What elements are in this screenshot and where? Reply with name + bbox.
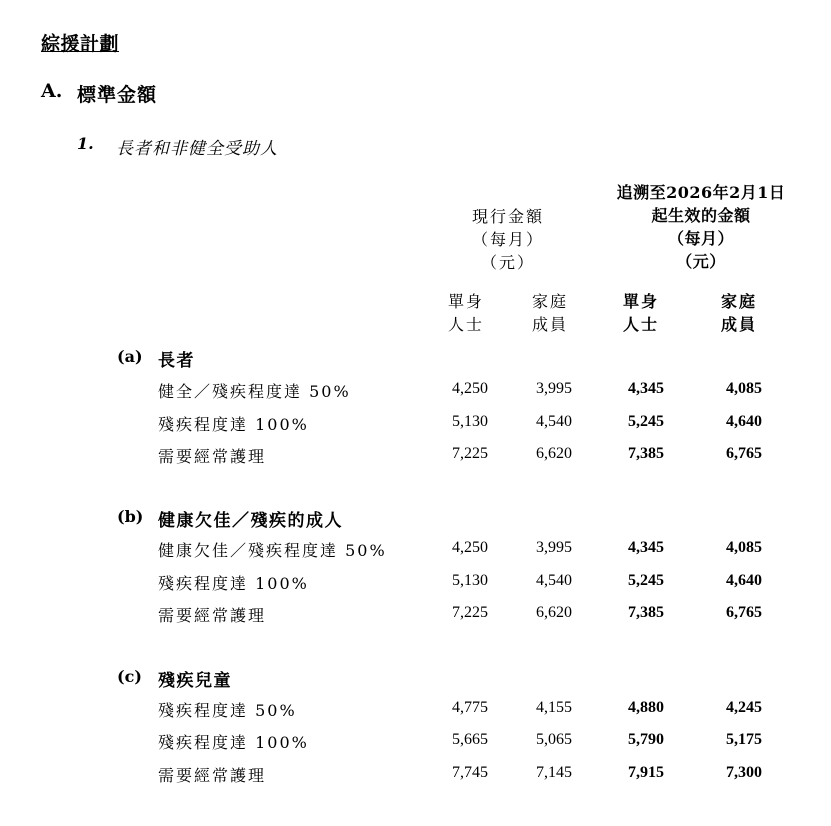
row-label: 需要經常護理 [158,766,267,785]
cell-new-single: 4,345 [628,380,664,397]
cell-current-single: 4,775 [452,699,488,716]
cell-new-single: 5,790 [628,731,664,748]
cell-current-family: 3,995 [536,380,572,397]
group-title: 殘疾兒童 [158,671,232,691]
col-header-line: 單身 [622,292,659,311]
cell-new-family: 4,085 [726,380,762,397]
col-header-new-family [708,290,770,336]
cell-current-family: 5,065 [536,731,572,748]
cell-current-family: 4,155 [536,699,572,716]
current-amount-header-line: 現行金額 [471,207,544,226]
cell-current-single: 4,250 [452,380,488,397]
cell-current-single: 7,225 [452,445,488,462]
group-title: 健康欠佳／殘疾的成人 [158,511,343,531]
cell-new-single: 5,245 [628,572,664,589]
current-amount-header [448,205,568,274]
row-label: 健康欠佳／殘疾程度達 50% [158,541,387,560]
cell-current-family: 7,145 [536,764,572,781]
col-header-line: 成員 [720,315,757,334]
col-header-line: 家庭 [720,292,757,311]
cell-current-family: 3,995 [536,539,572,556]
cell-current-single: 5,665 [452,731,488,748]
cell-new-family: 6,765 [726,445,762,462]
section-a-letter: A. [41,80,63,102]
cell-new-family: 7,300 [726,764,762,781]
row-label: 殘疾程度達 100% [158,733,309,752]
col-header-line: 人士 [622,315,659,334]
col-header-line: 單身 [447,292,484,311]
col-header-current-single [435,290,497,336]
cell-current-single: 7,745 [452,764,488,781]
document-title: 綜援計劃 [41,33,120,55]
cell-current-single: 4,250 [452,539,488,556]
row-label: 殘疾程度達 100% [158,574,309,593]
cell-new-single: 5,245 [628,413,664,430]
row-label: 殘疾程度達 100% [158,415,309,434]
current-amount-header-line: （每月） [471,230,544,249]
col-header-line: 人士 [447,315,484,334]
cell-new-single: 7,385 [628,445,664,462]
row-label: 需要經常護理 [158,447,267,466]
cell-new-single: 4,345 [628,539,664,556]
section-1-heading: 長者和非健全受助人 [116,139,278,159]
cell-new-single: 7,915 [628,764,664,781]
section-a-heading: 標準金額 [77,84,158,106]
cell-current-single: 5,130 [452,413,488,430]
new-amount-header-line: 追溯至2026年2月1日 [616,183,786,202]
col-header-current-family [519,290,581,336]
cell-current-family: 6,620 [536,445,572,462]
row-label: 需要經常護理 [158,606,267,625]
current-amount-header-line: （元） [480,253,535,272]
cell-current-family: 4,540 [536,413,572,430]
cell-current-single: 7,225 [452,604,488,621]
col-header-line: 成員 [531,315,568,334]
cell-new-family: 5,175 [726,731,762,748]
row-label: 殘疾程度達 50% [158,701,297,720]
group-letter: (c) [117,667,142,686]
cell-new-single: 7,385 [628,604,664,621]
group-title: 長者 [158,351,195,371]
new-amount-header-line: 起生效的金額 [651,206,751,225]
cell-current-family: 4,540 [536,572,572,589]
col-header-line: 家庭 [531,292,568,311]
row-label: 健全／殘疾程度達 50% [158,382,351,401]
cell-current-single: 5,130 [452,572,488,589]
cell-current-family: 6,620 [536,604,572,621]
cell-new-family: 6,765 [726,604,762,621]
cell-new-family: 4,640 [726,572,762,589]
section-1-number: 1. [77,134,94,153]
cell-new-single: 4,880 [628,699,664,716]
cell-new-family: 4,085 [726,539,762,556]
new-amount-header [606,181,796,273]
group-letter: (b) [117,507,144,526]
group-letter: (a) [117,347,143,366]
cell-new-family: 4,245 [726,699,762,716]
new-amount-header-line: （元） [676,252,726,271]
new-amount-header-line: （每月） [667,229,734,248]
cell-new-family: 4,640 [726,413,762,430]
col-header-new-single [610,290,672,336]
